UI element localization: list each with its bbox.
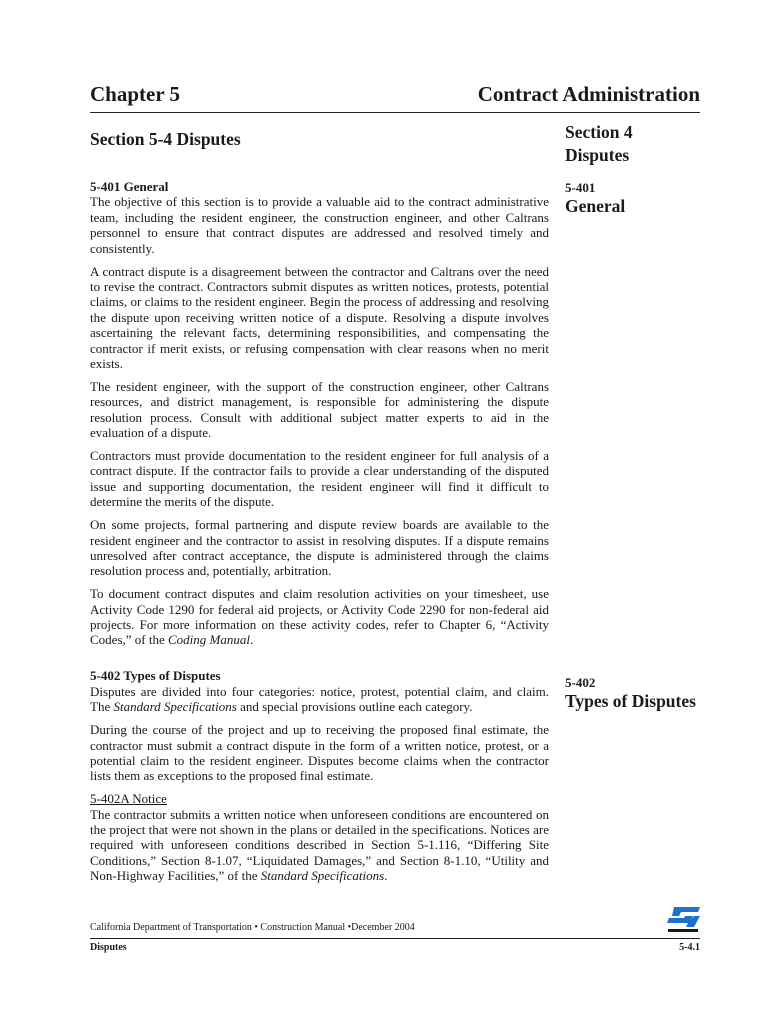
main-content [90, 179, 549, 891]
paragraph-402-1-end: and special provisions outline each category. [236, 699, 473, 715]
footer-rule [90, 938, 700, 939]
paragraph-401-6-end: . [249, 632, 254, 648]
margin-401 [565, 180, 625, 217]
page-header [90, 80, 700, 112]
paragraph-401-6-text: To document contract disputes and claim resolution activities on your timesheet, use Activity Code 1290 for federal aid projects, or Activity Code 2290 for non-federal aid projects. For more information on these activity codes, refer to Chapter 6, “Activity Codes,” of the [90, 586, 549, 648]
margin-402-name: Types of Disputes [565, 691, 696, 711]
section-gap [90, 655, 549, 668]
paragraph-402a-1-end: . [384, 868, 388, 884]
margin-section-line1: Section 4 [565, 122, 633, 142]
margin-section-line2: Disputes [565, 145, 630, 165]
footer-publication: California Department of Transportation • Construction Manual •December 2004 [90, 922, 415, 933]
chapter-label: Chapter 5 [90, 82, 181, 106]
footer-page-number: 5-4.1 [679, 942, 700, 953]
caltrans-logo-icon [664, 905, 702, 935]
heading-5-402: 5-402 Types of Disputes [90, 668, 221, 684]
paragraph-402-1-text: Disputes are divided into four categories: notice, protest, potential claim, and claim. The [90, 683, 549, 715]
margin-section-heading [565, 121, 633, 167]
paragraph-401-3: The resident engineer, with the support of the construction engineer, other Caltrans resources, and district management, is responsible for administering the dispute resolution process. Consult with additional subject matter experts to aid in the evaluation of a dispute. [90, 378, 549, 441]
heading-5-401: 5-401 General [90, 179, 169, 194]
paragraph-402-2: During the course of the project and up to receiving the proposed final estimate, the contractor must submit a contract dispute in the form of a written notice, protest, or a potential claim to the resident engineer. Disputes become claims when the contractor lists them as exceptions to the proposed final estimate. [90, 722, 549, 784]
logo-wordmark-bar [668, 929, 698, 932]
section-title: Section 5-4 Disputes [90, 129, 241, 149]
paragraph-401-5: On some projects, formal partnering and dispute review boards are available to the resident engineer and the contractor to assist in resolving disputes. If a dispute remains unresolved after contract acceptance, the dispute is administered through the claims resolution process and, potentially, arbitration. [90, 517, 549, 579]
coding-manual-title: Coding Manual [167, 632, 250, 648]
footer-section-name: Disputes [90, 942, 127, 953]
margin-401-name: General [565, 196, 626, 216]
header-title: Contract Administration [477, 82, 700, 106]
margin-402 [565, 675, 696, 712]
paragraph-401-6 [90, 586, 549, 648]
standard-specifications-title: Standard Specifications [113, 699, 237, 715]
paragraph-401-2: A contract dispute is a disagreement between the contractor and Caltrans over the need to revise the contract. Contractors submit disputes as written notices, protests, potential claims, or claims to the resident engineer. Begin the process of addressing and resolving the dispute upon receiving written notice of a dispute. Resolving a dispute involves ascertaining the relevant facts, determining responsibilities, and compensating the contractor if merit exists, or refusing compensation with clear reasons when no merit exists. [90, 263, 549, 371]
paragraph-401-4: Contractors must provide documentation to the resident engineer for full analysis of a contract dispute. If the contractor fails to provide a clear understanding of the disputed issue and supporting documentation, the resident engineer will find it difficult to determine the merits of the dispute. [90, 448, 549, 510]
heading-5-402a: 5-402A Notice [90, 791, 167, 807]
paragraph-402-1 [90, 684, 549, 715]
margin-402-code: 5-402 [565, 675, 596, 690]
standard-specifications-title-2: Standard Specifications [260, 868, 385, 884]
paragraph-402a-1 [90, 807, 549, 884]
margin-401-code: 5-401 [565, 180, 596, 195]
paragraph-402a-1-text: The contractor submits a written notice when unforeseen conditions are encountered on the project that were not shown in the plans or detailed in the specifications. Notices are required with unforeseen conditions described in Section 5-1.116, “Differing Site Conditions,” Section 8-1.07, “Liquidated Damages,” and Section 8-1.10, “Utility and Non-Highway Facilities,” of the [90, 806, 549, 884]
paragraph-401-1: The objective of this section is to provide a valuable aid to the contract administrative team, including the resident engineer, the construction engineer, and other Caltrans personnel to ensure that contract disputes are addressed and resolved timely and consistently. [90, 194, 549, 256]
header-rule [90, 112, 700, 113]
